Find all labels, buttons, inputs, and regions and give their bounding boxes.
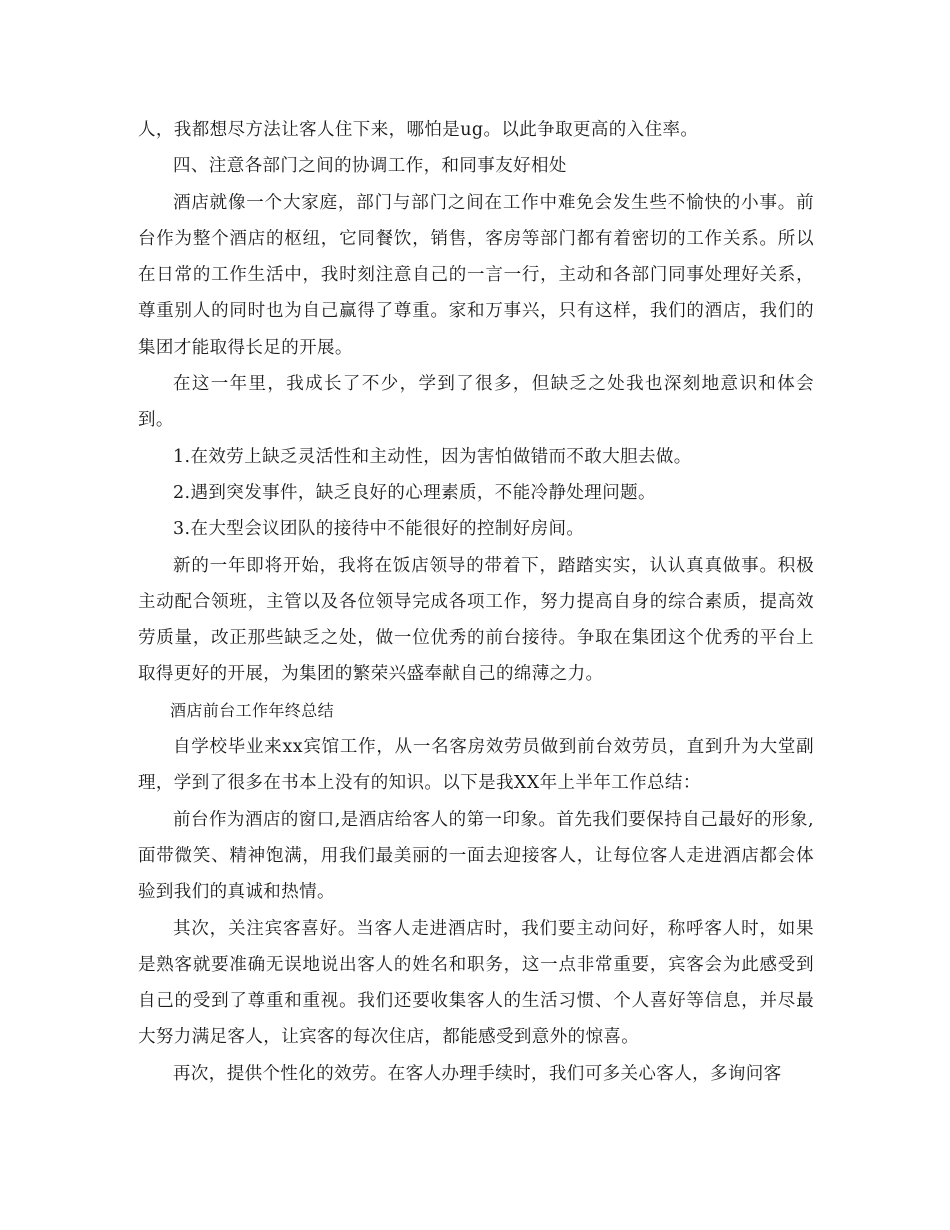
section-heading-4: 四、注意各部门之间的协调工作，和同事友好相处 [173, 156, 567, 177]
paragraph-4: 在这一年里，我成长了不少，学到了很多，但缺乏之处我也深刻地意识和体会到。 [138, 374, 814, 431]
paragraph-12: 其次，关注宾客喜好。当客人走进酒店时，我们要主动问好，称呼客人时，如果是熟客就要准确无误地说出客人的姓名和职务，这一点非常重要，宾客会为此感受到自己的受到了尊重和重视。我们还要收集客人的生活习惯、个人喜好等信息，并尽最大努力满足客人，让宾客的每次住店，都能感受到意外的惊喜。 [138, 918, 814, 1048]
paragraph-3: 酒店就像一个大家庭，部门与部门之间在工作中难免会发生些不愉快的小事。前台作为整个酒店的枢纽，它同餐饮，销售，客房等部门都有着密切的工作关系。所以在日常的工作生活中，我时刻注意自己的一言一行，主动和各部门同事处理好关系，尊重别人的同时也为自己赢得了尊重。家和万事兴，只有这样，我们的酒店，我们的集团才能取得长足的开展。 [138, 192, 814, 358]
paragraph-11: 前台作为酒店的窗口,是酒店给客人的第一印象。首先我们要保持自己最好的形象,面带微笑、精神饱满，用我们最美丽的一面去迎接客人，让每位客人走进酒店都会体验到我们的真诚和热情。 [138, 809, 814, 903]
list-item-2: 2.遇到突发事件，缺乏良好的心理素质，不能冷静处理问题。 [173, 482, 656, 503]
paragraph-10: 自学校毕业来xx宾馆工作，从一名客房效劳员做到前台效劳员，直到升为大堂副理，学到了很多在书本上没有的知识。以下是我XX年上半年工作总结： [138, 737, 814, 794]
list-item-3: 3.在大型会议团队的接待中不能很好的控制好房间。 [173, 519, 585, 540]
paragraph-1: 人，我都想尽方法让客人住下来，哪怕是ug。以此争取更高的入住率。 [138, 120, 699, 140]
paragraph-8: 新的一年即将开始，我将在饭店领导的带着下，踏踏实实，认认真真做事。积极主动配合领班，主管以及各位领导完成各项工作，努力提高自身的综合素质，提高效劳质量，改正那些缺乏之处，做一位优秀的前台接待。争取在集团这个优秀的平台上取得更好的开展，为集团的繁荣兴盛奉献自己的绵薄之力。 [138, 555, 814, 685]
paragraph-13: 再次，提供个性化的效劳。在客人办理手续时，我们可多关心客人，多询问客 [173, 1063, 782, 1084]
list-item-1: 1.在效劳上缺乏灵活性和主动性，因为害怕做错而不敢大胆去做。 [173, 446, 692, 467]
document-subtitle: 酒店前台工作年终总结 [170, 700, 335, 720]
document-body [138, 112, 814, 1092]
